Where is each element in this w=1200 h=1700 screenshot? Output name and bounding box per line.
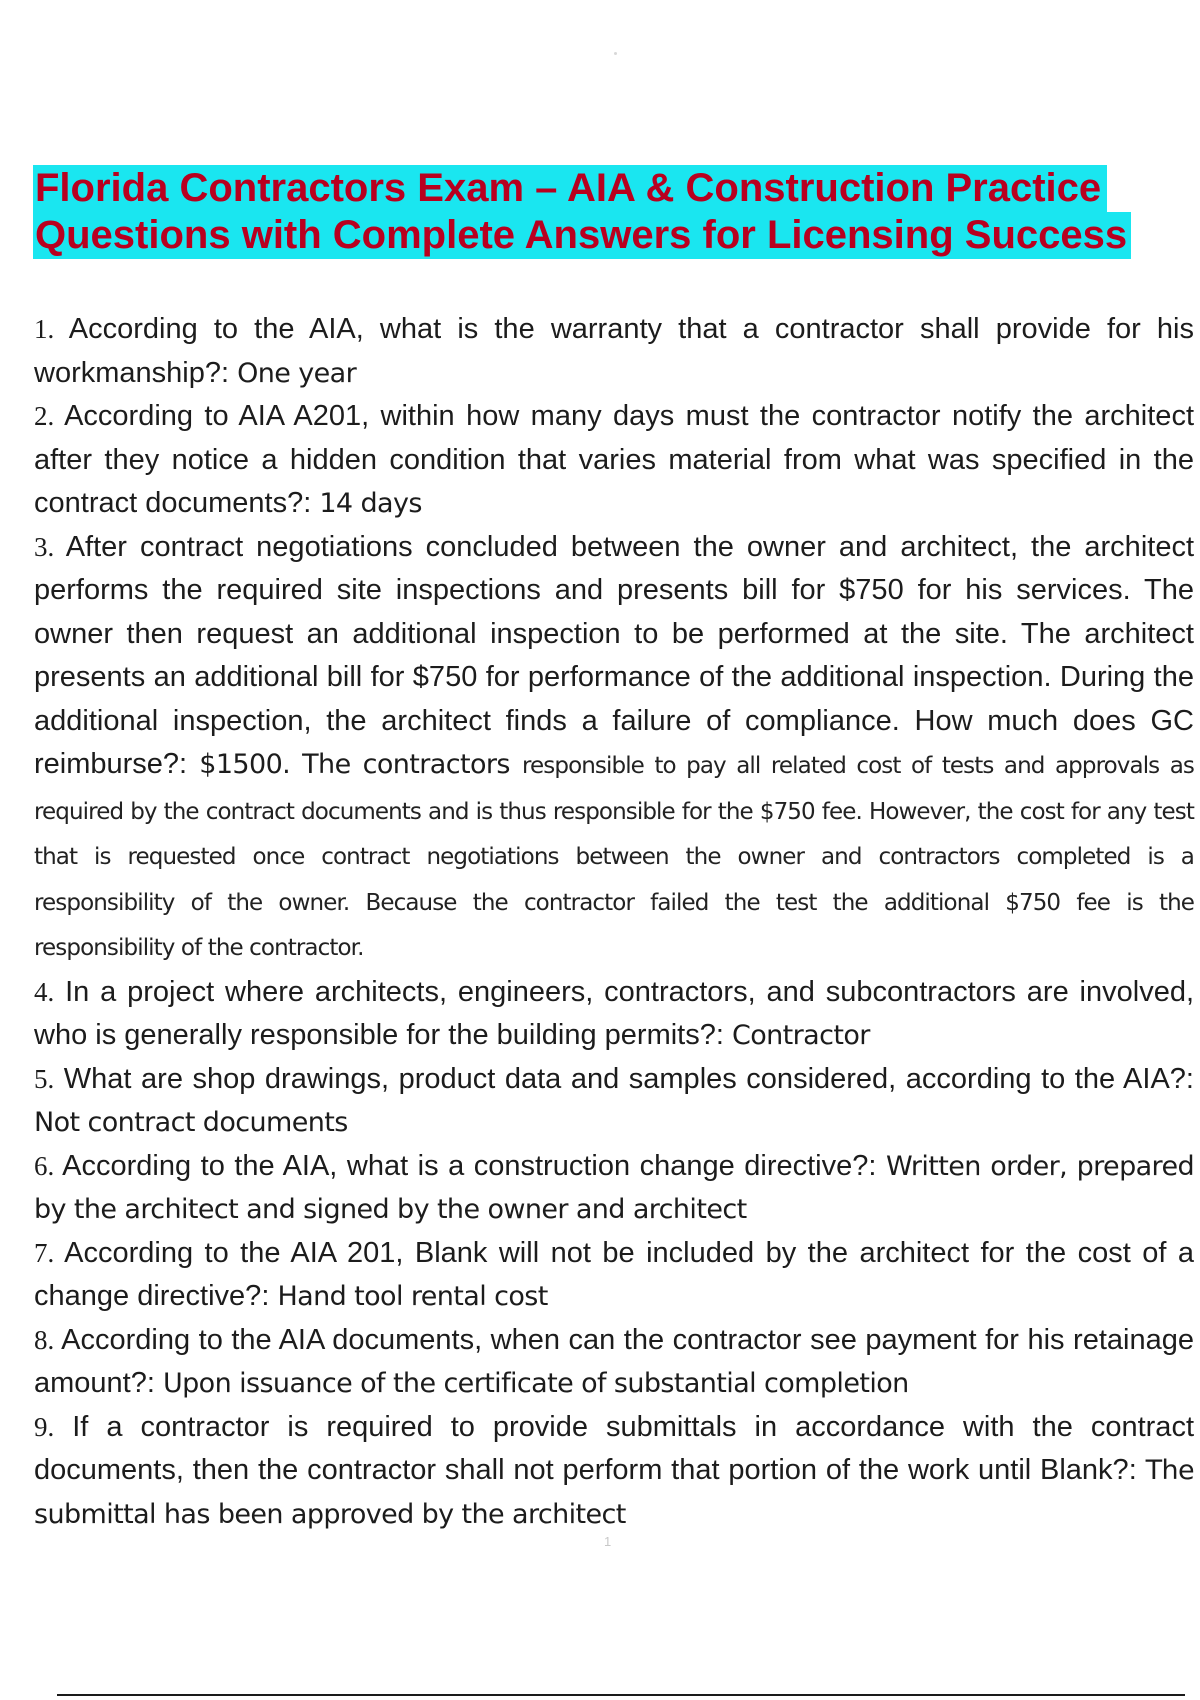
answer-explanation: responsible to pay all related cost of tests and approvals as required by the contract documents and is thus responsible for the $750 fee. However, the cost for any test that is requested once contract negotiations between the owner and contractors completed is a responsibility of the owner. Because the contractor failed the test the additional $750 fee is the responsibility of the contractor. [34,753,1195,961]
answer-text: The submittal has been approved by the architect [34,1455,1194,1530]
answer-text: Contractor [732,1020,870,1051]
title-line-2: Questions with Complete Answers for Licensing Success [33,212,1131,259]
question-number: 8. [34,1324,55,1355]
question-number: 9. [34,1411,55,1442]
question-list [34,308,1194,1536]
question-number: 4. [34,976,55,1007]
answer-text: Hand tool rental cost [277,1281,548,1312]
question-item-1 [34,308,1194,395]
question-number: 3. [34,531,55,562]
question-text: According to the AIA 201, Blank will not be included by the architect for the cost of a change directive?: [34,1236,1194,1312]
question-item-8 [34,1319,1194,1406]
question-text: According to the AIA documents, when can the contractor see payment for his retainage amount?: [34,1323,1194,1399]
answer-text: Not contract documents [34,1107,348,1138]
answer-text: One year [237,357,357,389]
question-item-9 [34,1406,1194,1537]
answer-text: Upon issuance of the certificate of substantial completion [162,1368,909,1399]
answer-text: $1500. The contractors [199,749,510,780]
page-number: 1 [604,1534,612,1549]
question-text: According to the AIA, what is the warranty that a contractor shall provide for his workmanship?: [34,313,1194,389]
question-item-5 [34,1058,1194,1145]
question-number: 6. [34,1150,55,1181]
title-line-1: Florida Contractors Exam – AIA & Construction Practice [33,165,1107,212]
answer-text: Written order, prepared by the architect and signed by the owner and architect [34,1150,1195,1225]
page-title [33,165,1183,259]
scan-dot [614,52,617,55]
question-number: 5. [34,1063,55,1094]
question-text: After contract negotiations concluded between the owner and architect, the architect performs the required site inspections and presents bill for $750 for his services. The owner then request an additional inspection to be performed at the site. The architect presents an additional bill for $750 for performance of the additional inspection. During the additional inspection, the architect finds a failure of compliance. How much does GC reimburse?: [34,530,1194,780]
question-number: 2. [34,401,55,431]
question-text: If a contractor is required to provide submittals in accordance with the contract documents, then the contractor shall not perform that portion of the work until Blank?: [34,1410,1194,1486]
question-text: According to the AIA, what is a construction change directive?: [62,1149,877,1182]
question-text: According to AIA A201, within how many days must the contractor notify the architect after they notice a hidden condition that varies material from what was specified in the contract documents?: [34,400,1194,519]
question-item-7 [34,1232,1194,1319]
question-item-6 [34,1145,1194,1232]
question-number: 1. [34,314,55,344]
footer-divider [57,1694,1185,1696]
question-item-2 [34,395,1194,526]
answer-text: 14 days [319,488,422,519]
question-text: What are shop drawings, product data and samples considered, according to the AIA?: [63,1062,1194,1095]
question-item-4 [34,971,1194,1058]
question-number: 7. [34,1237,55,1268]
question-item-3 [34,526,1194,971]
question-text: In a project where architects, engineers, contractors, and subcontractors are involved, who is generally responsible for the building permits?: [34,975,1195,1051]
